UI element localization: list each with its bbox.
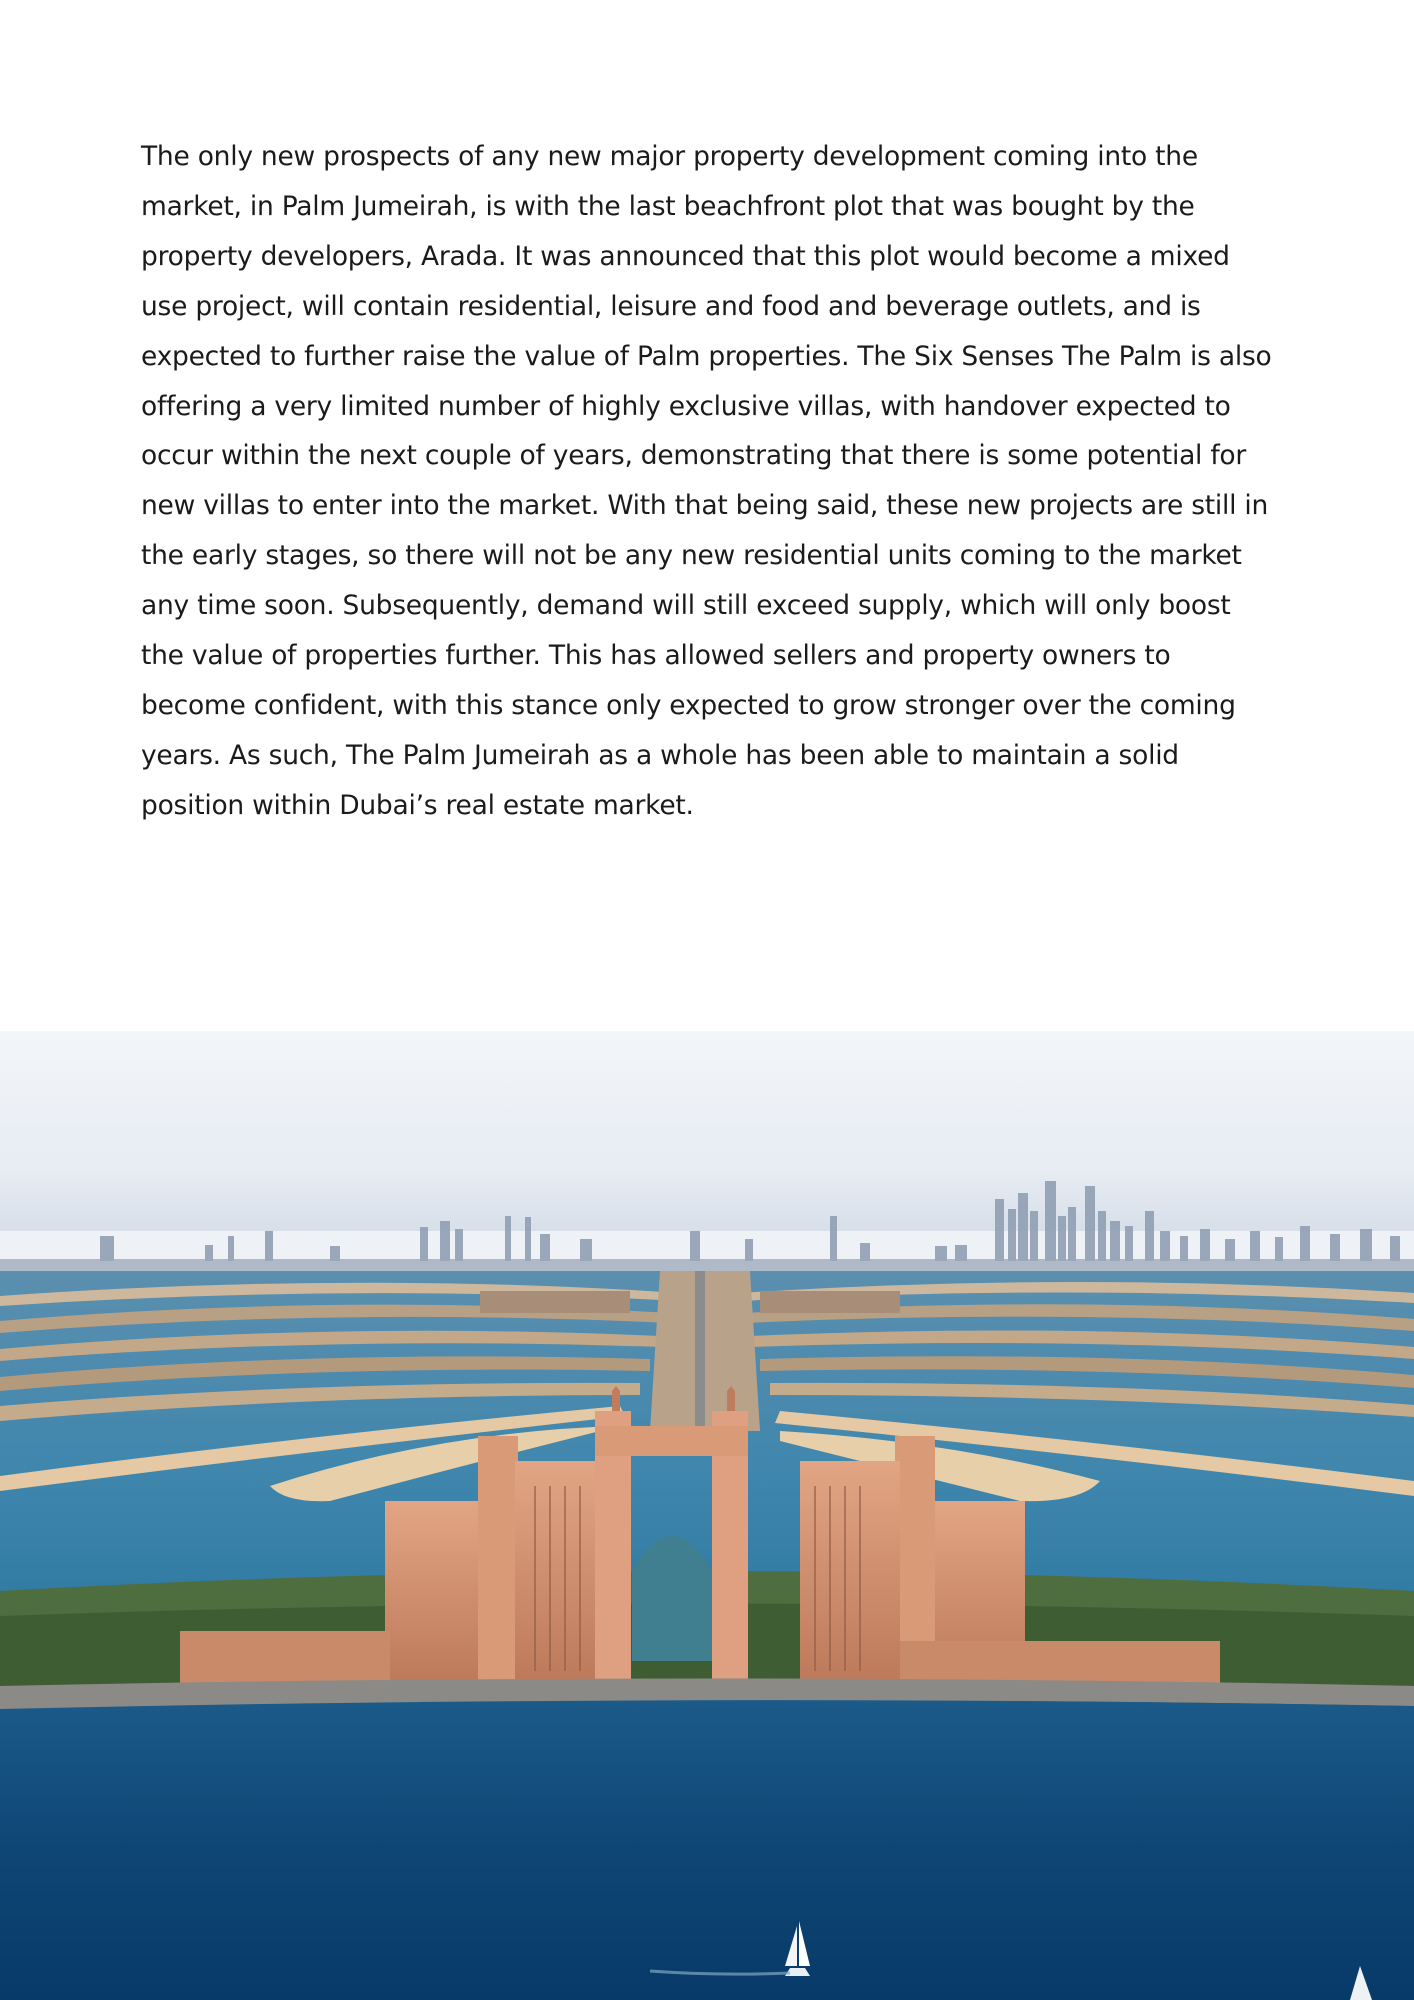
body-paragraph: The only new prospects of any new major property development coming into the market, in Palm Jumeirah, is with the last beachfront plot that was bought by the property developers, Arada. It was announced that this plot would become a mixed use project, will contain residential, leisure and food and beverage outlets, and is expected to further raise the value of Palm properties. The Six Senses The Palm is also offering a very limited number of highly exclusive villas, with handover expected to occur within the next couple of years, demonstrating that there is some potential for new villas to enter into the market. With that being said, these new projects are still in the early stages, so there will not be any new residential units coming to the market any time soon. Subsequently, demand will still exceed supply, which will only boost the value of properties further. This has allowed sellers and property owners to become confident, with this stance only expected to grow stronger over the coming years. As such, The Palm Jumeirah as a whole has been able to maintain a solid position within Dubai’s real estate market.	[141, 141, 1272, 821]
open-sea	[0, 1700, 1414, 2000]
aerial-illustration	[0, 1031, 1414, 2000]
palm-jumeirah-aerial-photo	[0, 1031, 1414, 2000]
sky	[0, 1031, 1414, 1231]
